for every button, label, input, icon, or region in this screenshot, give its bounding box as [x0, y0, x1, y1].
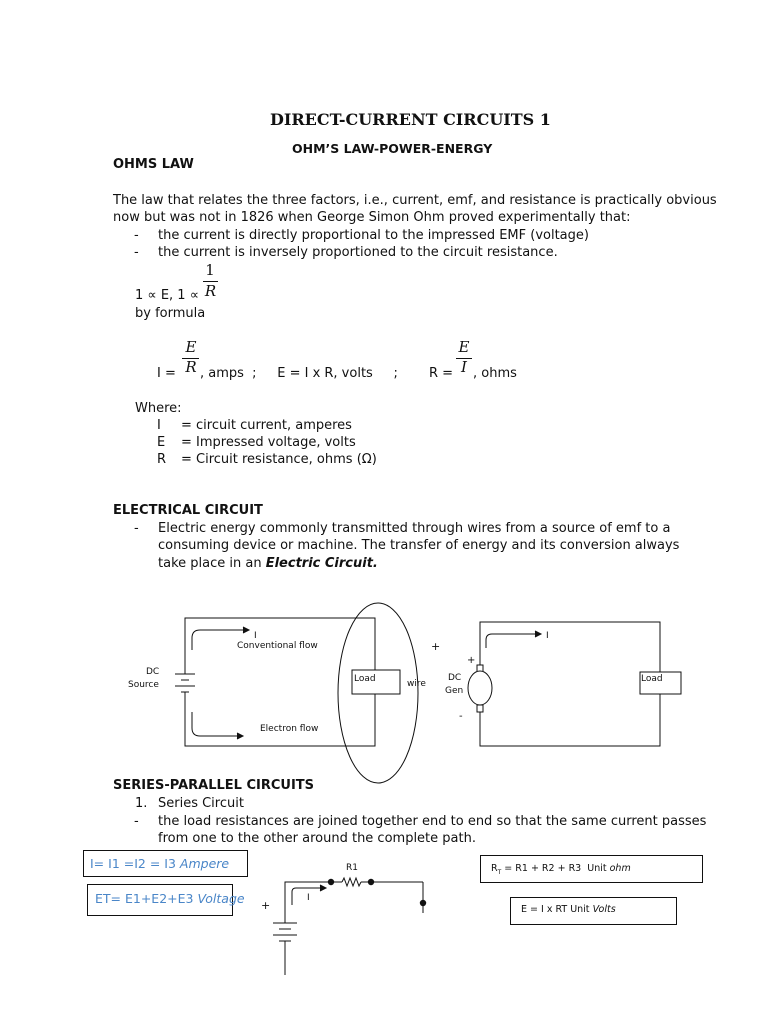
electric-circuit-emphasis: Electric Circuit.	[265, 556, 378, 571]
e-unit: Volts	[592, 904, 616, 915]
series-current-label: I	[307, 893, 310, 903]
formula-current-denominator: R	[185, 358, 197, 376]
formula-resistance-denominator: I	[461, 358, 467, 376]
right-load-label: Load	[641, 674, 663, 684]
proportionality-text: 1 ∝ E, 1 ∝	[135, 288, 199, 303]
electrical-line-2: consuming device or machine. The transfer of energy and its conversion always	[158, 538, 680, 553]
series-item-number: 1.	[135, 796, 148, 811]
gen-label: Gen	[445, 686, 464, 696]
total-resistance-box	[480, 855, 703, 883]
formula-current-lhs: I =	[157, 366, 176, 381]
left-load-label: Load	[354, 674, 376, 684]
series-plus-sign: +	[261, 899, 271, 912]
page-subtitle: OHM’S LAW-POWER-ENERGY	[292, 141, 493, 156]
current-unit: Ampere	[179, 856, 230, 871]
formula-resistance-rest: , ohms	[473, 366, 517, 381]
rt-unit: ohm	[609, 863, 631, 874]
formula-resistance-lhs: R =	[429, 366, 454, 381]
page-title: DIRECT-CURRENT CIRCUITS 1	[270, 110, 551, 129]
r1-label: R1	[346, 863, 358, 873]
voltage-formula: ET= E1+E2+E3	[95, 891, 194, 906]
current-formula: I= I1 =I2 = I3	[90, 856, 176, 871]
def-description: = circuit current, amperes	[181, 418, 352, 433]
voltage-product-box	[510, 897, 677, 925]
voltage-unit: Voltage	[197, 891, 245, 906]
electron-flow-label: Electron flow	[260, 724, 319, 734]
bullet-dash: -	[134, 814, 139, 829]
ohms-bullet-2: the current is inversely proportioned to the circuit resistance.	[158, 245, 558, 260]
prop-numerator: 1	[205, 261, 215, 279]
def-symbol: I	[157, 418, 161, 433]
electrical-line-1: Electric energy commonly transmitted through wires from a source of emf to a	[158, 521, 671, 536]
right-current-label: I	[546, 631, 549, 641]
def-symbol: E	[157, 435, 166, 450]
prop-denominator: R	[204, 282, 217, 300]
def-description: = Circuit resistance, ohms (Ω)	[181, 452, 377, 467]
by-formula: by formula	[135, 306, 206, 321]
gen-plus-sign: +	[467, 655, 476, 666]
ohms-intro-line-1: The law that relates the three factors, i.e., current, emf, and resistance is practically obvious	[113, 193, 717, 208]
dc-generator	[468, 671, 492, 705]
where-label: Where:	[135, 401, 182, 416]
gen-minus-sign: -	[459, 711, 463, 722]
generator-terminal	[477, 705, 483, 712]
series-desc-line-1: the load resistances are joined together end to end so that the same current passes	[158, 814, 707, 829]
dc-gen-label: DC	[448, 673, 462, 683]
bullet-dash: -	[134, 245, 139, 260]
rt-formula: = R1 + R2 + R3 Unit	[501, 863, 607, 874]
right-circuit-wire	[480, 622, 660, 746]
right-current-arrow	[486, 634, 540, 648]
resistor-r1	[342, 878, 361, 886]
series-parallel-heading: SERIES-PARALLEL CIRCUITS	[113, 778, 315, 793]
formula-current-numerator: E	[185, 338, 197, 356]
ohms-bullet-1: the current is directly proportional to the impressed EMF (voltage)	[158, 228, 589, 243]
ohms-law-heading: OHMS LAW	[113, 157, 194, 172]
wire-label: wire	[407, 679, 426, 689]
rt-subscript: T	[497, 868, 502, 876]
conv-current-label: I	[254, 631, 257, 641]
e-formula: E = I x RT Unit	[521, 904, 590, 915]
series-desc-line-2: from one to the other around the complete path.	[158, 831, 476, 846]
ohms-intro-line-2: now but was not in 1826 when George Simon Ohm proved experimentally that:	[113, 210, 631, 225]
dc-label: DC	[146, 667, 160, 677]
bullet-dash: -	[134, 521, 139, 536]
plus-sign: +	[431, 640, 441, 653]
electrical-circuit-heading: ELECTRICAL CIRCUIT	[113, 503, 263, 518]
def-symbol: R	[157, 452, 167, 467]
rt-symbol: R	[491, 863, 498, 874]
electrical-line-3-prefix: take place in an	[158, 556, 262, 571]
def-description: = Impressed voltage, volts	[181, 435, 356, 450]
electron-flow-arrow	[192, 712, 242, 736]
bullet-dash: -	[134, 228, 139, 243]
current-formula-box	[83, 850, 248, 877]
series-item-label: Series Circuit	[158, 796, 244, 811]
source-label: Source	[128, 680, 159, 690]
conventional-flow-label: Conventional flow	[237, 641, 318, 651]
formula-resistance-numerator: E	[458, 338, 470, 356]
formula-current-rest: , amps ; E = I x R, volts ;	[200, 366, 398, 381]
voltage-formula-box	[87, 884, 245, 916]
